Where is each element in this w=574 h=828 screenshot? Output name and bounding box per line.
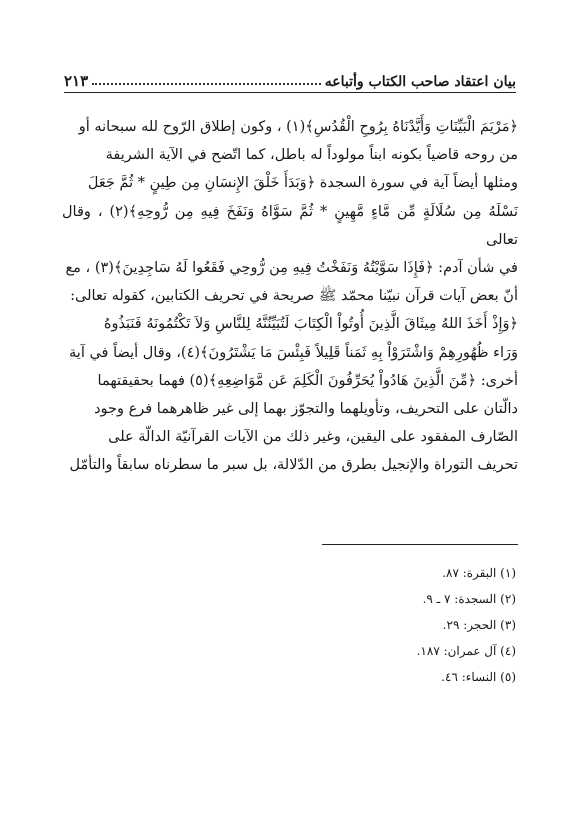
footnote-3: (٣) الحجر: ٢٩. <box>442 618 516 632</box>
text-line-3: ومثلها أيضاً آية في سورة السجدة ﴿وَبَدَأَ خَلْقَ الإِنسَانِ مِن طِينٍ * ثُمَّ جَعَلَ <box>87 175 518 192</box>
footnote-4: (٤) آل عمران: ١٨٧. <box>416 644 516 658</box>
page-number: ٢١٣ <box>64 72 89 90</box>
text-line-9: أخرى: ﴿مِّنَ الَّذِينَ هَادُواْ يُحَرِّفُونَ الْكَلِمَ عَن مَّوَاضِعِهِ﴾(٥) فهما بحقيقتهما <box>97 372 518 389</box>
text-line-12: تحريف التوراة والإنجيل بطرق من الدّلالة، بل سبر ما سطرناه سابقاً والتأمّل <box>69 457 518 474</box>
footnotes <box>300 560 516 690</box>
text-line-10: دالّتان على التحريف، وتأويلهما والتجوّز بهما إلى غير ظاهرهما فرع وجود <box>94 401 518 418</box>
header-dot-leader <box>92 83 321 85</box>
main-text <box>62 113 518 480</box>
text-line-5: في شأن آدم: ﴿فَإِذَا سَوَّيْتُهُ وَنَفَخْتُ فِيهِ مِن رُّوحِي فَقَعُوا لَهُ سَاجِدِينَ﴾(٣) ، مع <box>65 260 518 277</box>
text-line-6: أنّ بعض آيات قرآن نبيّنا محمّد ﷺ صريحة في تحريف الكتابين، كقوله تعالى: <box>70 288 518 305</box>
header-rule <box>64 92 516 93</box>
text-line-2: من روحه قاضياً بكونه ابناً مولوداً له باطل، كما اتّضح في الآية الشريفة <box>105 147 518 164</box>
text-line-11: الصّارف المفقود على اليقين، وغير ذلك من الآيات القرآنيّة الدالّة على <box>108 429 518 446</box>
text-line-7: ﴿وَإِذْ أَخَذَ اللهُ مِيثَاقَ الَّذِينَ أُوتُواْ الْكِتَابَ لَتُبَيِّنُنَّهُ لِلنَّاسِ وَلاَ تَكْتُمُونَهُ فَنَبَذُوهُ <box>103 316 518 333</box>
text-line-8: وَرَاء ظُهُورِهِمْ وَاشْتَرَوْاْ بِهِ ثَمَناً قَلِيلاً فَبِئْسَ مَا يَشْتَرُونَ﴾(٤)، وقال أيضاً في آية <box>69 344 518 361</box>
header-title: بيان اعتقاد صاحب الكتاب وأتباعه <box>324 74 516 90</box>
footnote-separator <box>322 544 518 545</box>
running-header <box>64 66 516 90</box>
text-line-1: ﴿مَرْيَمَ الْبَيِّنَاتِ وَأَيَّدْنَاهُ بِرُوحِ الْقُدُسِ﴾(١) ، وكون إطلاق الرّوح لله سبحانه أو <box>78 119 518 135</box>
text-line-4: نَسْلَهُ مِن سُلَالَةٍ مِّن مَّاءٍ مَّهِينٍ * ثُمَّ سَوَّاهُ وَنَفَخَ فِيهِ مِن رُّوحِهِ﴾(٢) ، وقال تعالى <box>62 203 518 248</box>
footnote-5: (٥) النساء: ٤٦. <box>441 670 516 684</box>
footnote-1: (١) البقرة: ٨٧. <box>442 566 516 580</box>
footnote-2: (٢) السجدة: ٧ ـ ٩. <box>422 592 516 606</box>
